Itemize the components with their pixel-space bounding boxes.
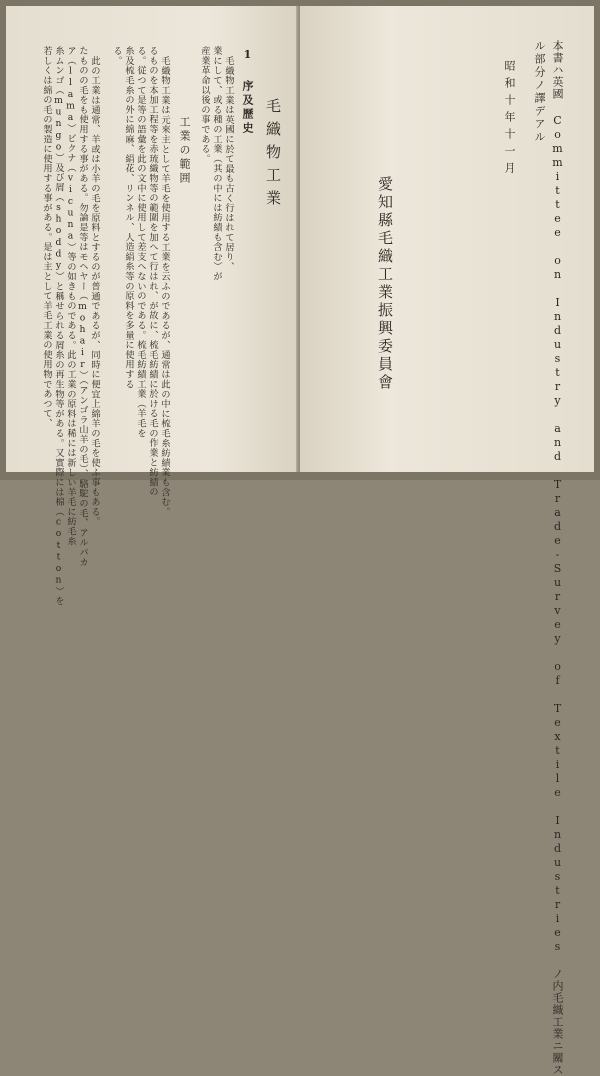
text-line: ア（llama）ビクナ（vicuna）等の如きものである。此の工業の原料は稀には新しい羊毛に紡毛糸: [65, 46, 76, 546]
publisher-name: 愛知縣毛織工業振興委員會: [376, 176, 394, 392]
translator-note-line: ル部分ノ譯デアル: [533, 40, 546, 144]
page-title: 毛織物工業: [264, 98, 282, 213]
text-line: たものの毛をも使用する事がある。勿論是等はモヘヤー（mohair）（アンゴラ山羊の毛）、駱駝の毛、アルパカ: [77, 46, 88, 567]
text-line: 糸及梳毛糸の外に綿麻、絹花、リンネル、人造絹糸等の原料を多量に使用する: [123, 46, 134, 389]
text-line: 毛織物工業は英國に於て最も古く行はれて居り、: [223, 56, 234, 272]
translator-note-line: 本書ハ英國 Committee on Industry and Trade-Survey of Textile Industries ノ内毛織工業ニ關ス: [551, 40, 564, 1076]
left-page: [6, 6, 298, 606]
right-page: [300, 6, 594, 1076]
text-line: 若しくは綿の毛の製造に使用する事がある。是は主として羊毛工業の使用物であつて、: [41, 46, 52, 429]
text-line: 毛織物工業は元來主として羊毛を使用する工業を云ふのであるが、通常は此の中に梳毛糸紡績業も含む。: [159, 56, 170, 517]
section-heading-scope: 工業の範囲: [178, 116, 191, 186]
section-heading-history: 1 序及歷史: [241, 48, 254, 136]
text-line: 業にして、或る種の工業（其の中には紡績も含む）が: [211, 46, 222, 282]
translation-date: 昭和十年十一月: [503, 60, 516, 179]
text-line: る。: [111, 46, 122, 66]
text-line: 此の工業は通常、羊或は小羊の毛を原料とするのが普通であるが、同時に便宜上綿羊の毛を使ふ事もある。: [89, 56, 100, 527]
text-line: る。従つて是等の語彙を此の文中に使用して差支へないのである。梳毛紡績工業（羊毛を: [135, 46, 146, 438]
text-line: 産業革命以後の事である。: [199, 46, 210, 164]
text-line: 糸ムンゴ（mungo）及び屑（shoddy）と稱せられる屑糸の再生物等がある。又實際には棉（cotton）を: [53, 46, 64, 606]
text-line: るものを本加工程等を赤琉織物等の範圍を加へて行はれ、が故に、梳毛紡績に於ける毛の作業と紡績の: [147, 46, 158, 497]
